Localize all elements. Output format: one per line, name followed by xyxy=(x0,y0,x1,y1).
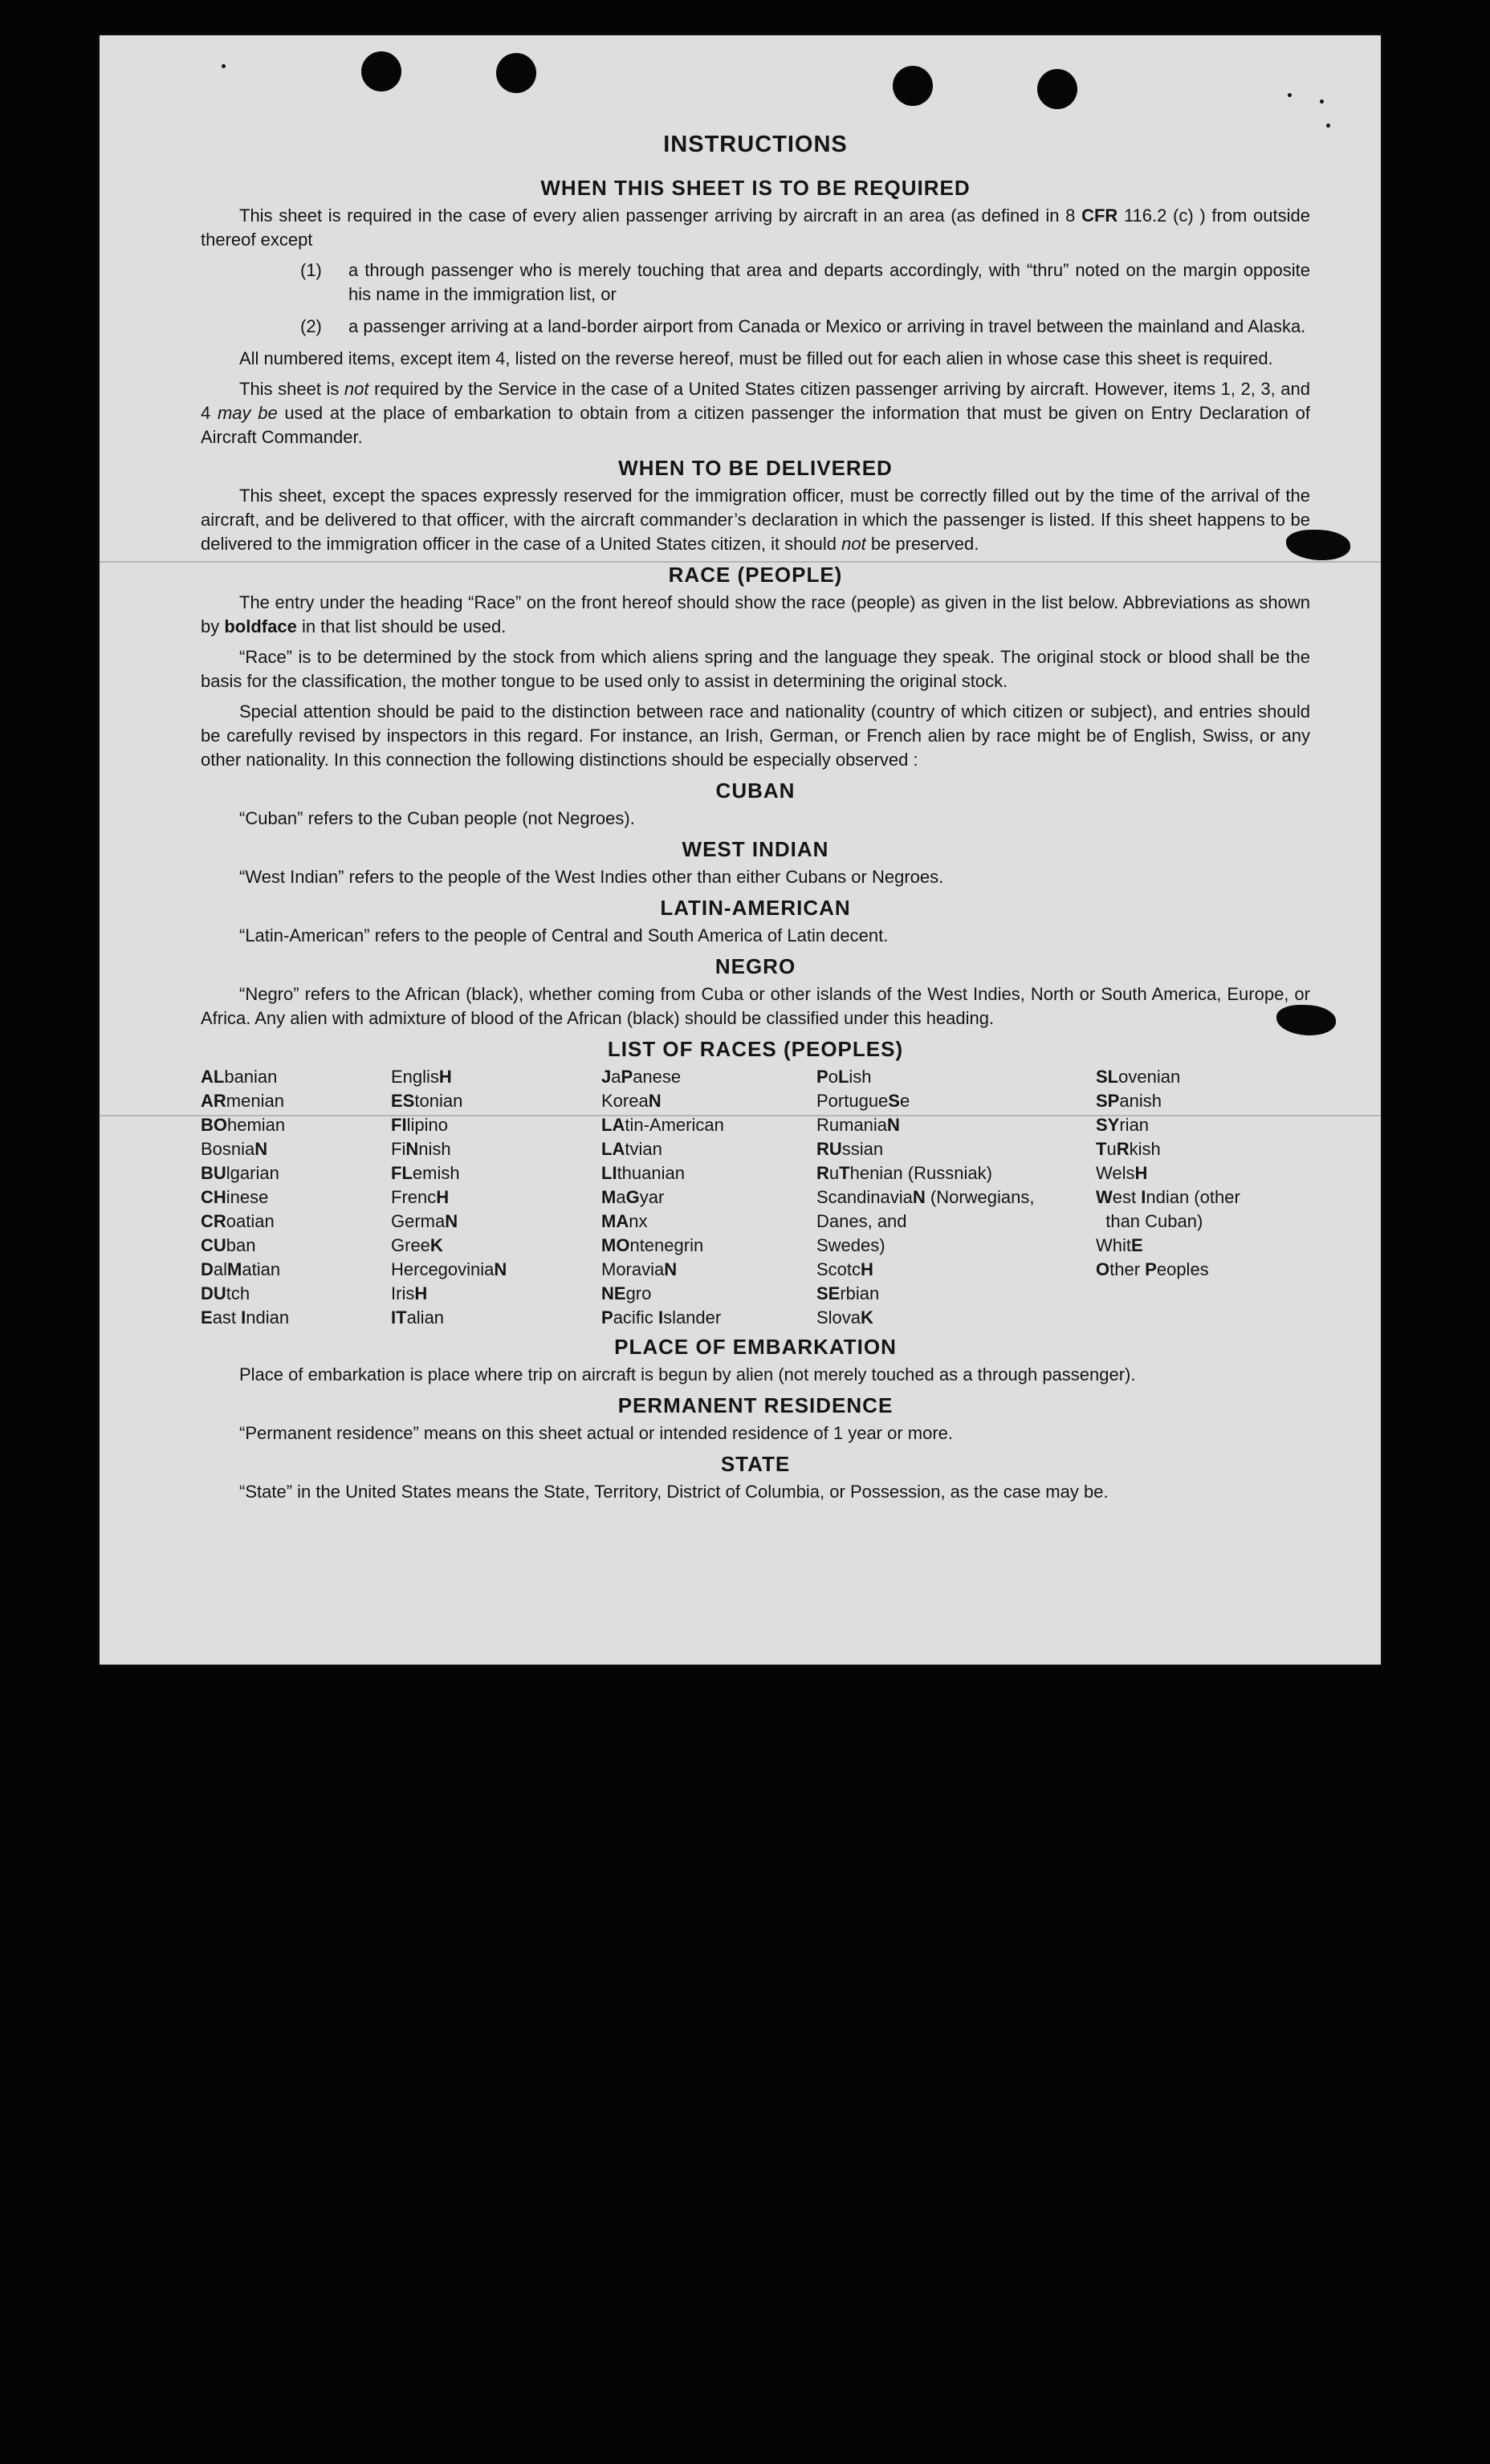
race-entry: West Indian (other xyxy=(1096,1187,1240,1207)
race-entry: FiNnish xyxy=(391,1139,451,1159)
speck xyxy=(222,64,226,68)
heading-permanent-residence: PERMANENT RESIDENCE xyxy=(617,1393,894,1417)
heading-race: RACE (PEOPLE) xyxy=(668,563,843,587)
race-entry: PoLish xyxy=(816,1067,872,1087)
race-entry: GermaN xyxy=(391,1211,458,1231)
exception-item xyxy=(201,258,1310,307)
race-entry: MaGyar xyxy=(601,1187,665,1207)
race-entry: East Indian xyxy=(201,1307,290,1328)
punch-hole xyxy=(496,53,536,93)
race-entry: PortugueSe xyxy=(816,1091,910,1111)
speck xyxy=(1326,124,1330,128)
race-entry: BUlgarian xyxy=(201,1163,279,1183)
paragraph-numbered-items: All numbered items, except item 4, listed on the reverse hereof, must be filled out for each alien in whose case this sheet is required. xyxy=(239,348,1273,368)
race-entry: CUban xyxy=(201,1235,256,1255)
paragraph-latin-american: “Latin-American” refers to the people of Central and South America of Latin decent. xyxy=(239,925,889,945)
speck xyxy=(1320,100,1324,104)
paragraph-state: “State” in the United States means the State, Territory, District of Columbia, or Possession, as the case may be. xyxy=(239,1482,1109,1502)
race-entry: CHinese xyxy=(201,1187,269,1207)
race-entry: CRoatian xyxy=(201,1211,275,1231)
race-column xyxy=(601,1065,816,1330)
heading-place-of-embarkation: PLACE OF EMBARKATION xyxy=(614,1335,897,1359)
race-entry: NEgro xyxy=(601,1283,652,1303)
race-entry: SYrian xyxy=(1096,1115,1150,1135)
race-list xyxy=(201,1065,1310,1330)
heading-latin-american: LATIN-AMERICAN xyxy=(660,896,851,920)
race-column xyxy=(816,1065,1096,1330)
heading-west-indian: WEST INDIAN xyxy=(682,837,829,861)
race-entry: MoraviaN xyxy=(601,1259,678,1279)
race-entry: SPanish xyxy=(1096,1091,1162,1111)
speck xyxy=(1288,93,1292,97)
race-entry: ALbanian xyxy=(201,1067,278,1087)
race-entry: Swedes) xyxy=(816,1235,885,1255)
race-entry: LIthuanian xyxy=(601,1163,685,1183)
punch-hole xyxy=(893,66,933,106)
paragraph-residence: “Permanent residence” means on this sheet actual or intended residence of 1 year or more. xyxy=(239,1423,954,1443)
exception-number: (1) xyxy=(300,260,322,280)
race-entry: DUtch xyxy=(201,1283,250,1303)
race-entry: JaPanese xyxy=(601,1067,682,1087)
race-entry: ARmenian xyxy=(201,1091,284,1111)
exception-item xyxy=(201,315,1310,339)
race-entry: RUssian xyxy=(816,1139,884,1159)
race-entry: WelsH xyxy=(1096,1163,1148,1183)
race-entry: ScandinaviaN (Norwegians, xyxy=(816,1187,1035,1207)
heading-list-of-races: LIST OF RACES (PEOPLES) xyxy=(607,1037,904,1061)
race-entry: BOhemian xyxy=(201,1115,286,1135)
heading-cuban: CUBAN xyxy=(715,779,796,803)
exception-text: a through passenger who is merely touching that area and departs accordingly, with “thru” noted on the margin opposite his name in the immigration list, or xyxy=(348,260,1310,304)
race-entry: RumaniaN xyxy=(816,1115,900,1135)
heading-when-required: WHEN THIS SHEET IS TO BE REQUIRED xyxy=(540,176,971,200)
race-entry: EStonian xyxy=(391,1091,463,1111)
race-entry: WhitE xyxy=(1096,1235,1143,1255)
page-title: INSTRUCTIONS xyxy=(663,132,848,157)
race-entry: SLovenian xyxy=(1096,1067,1181,1087)
heading-when-delivered: WHEN TO BE DELIVERED xyxy=(618,456,893,480)
race-entry: KoreaN xyxy=(601,1091,662,1111)
race-column xyxy=(391,1065,601,1330)
paragraph-cuban: “Cuban” refers to the Cuban people (not Negroes). xyxy=(239,808,635,828)
paragraph-race-entry: The entry under the heading “Race” on the front hereof should show the race (people) as given in the list below. Abbreviations as shown by boldface in that list should be used. xyxy=(201,592,1310,636)
punch-hole xyxy=(361,51,401,91)
document-sheet xyxy=(100,35,1381,1665)
heading-state: STATE xyxy=(720,1452,791,1476)
punch-hole xyxy=(1037,69,1077,109)
paragraph-delivery: This sheet, except the spaces expressly reserved for the immigration officer, must be correctly filled out by the time of the arrival of the aircraft, and be delivered to that officer, with the aircraft commander’s declaration in which the passenger is listed. If this sheet happens to be delivered to the immigration officer in the case of a United States citizen, it should not be preserved. xyxy=(201,486,1310,554)
race-entry: ITalian xyxy=(391,1307,445,1328)
race-entry: than Cuban) xyxy=(1096,1211,1203,1231)
race-entry: FIlipino xyxy=(391,1115,448,1135)
paragraph-west-indian: “West Indian” refers to the people of the West Indies other than either Cubans or Negroes. xyxy=(239,867,944,887)
race-entry: LAtvian xyxy=(601,1139,662,1159)
race-entry: Other Peoples xyxy=(1096,1259,1209,1279)
race-entry: TuRkish xyxy=(1096,1139,1161,1159)
race-entry: EnglisH xyxy=(391,1067,452,1087)
heading-negro: NEGRO xyxy=(714,954,796,978)
paragraph-race-determination: “Race” is to be determined by the stock from which aliens spring and the language they speak. The original stock or blood shall be the basis for the classification, the mother tongue to be used only to assist in determining the original stock. xyxy=(201,647,1310,691)
race-entry: MAnx xyxy=(601,1211,648,1231)
race-entry: LAtin-American xyxy=(601,1115,724,1135)
race-entry: MOntenegrin xyxy=(601,1235,704,1255)
race-column xyxy=(201,1065,391,1330)
race-entry: SErbian xyxy=(816,1283,880,1303)
race-entry: RuThenian (Russniak) xyxy=(816,1163,992,1183)
race-entry: Danes, and xyxy=(816,1211,907,1231)
exception-text: a passenger arriving at a land-border airport from Canada or Mexico or arriving in travel between the mainland and Alaska. xyxy=(348,316,1306,336)
race-entry: Pacific Islander xyxy=(601,1307,722,1328)
paragraph-race-nationality: Special attention should be paid to the distinction between race and nationality (country of which citizen or subject), and entries should be carefully revised by inspectors in this regard. For instance, an Irish, German, or French alien by race might be of English, Swiss, or any other nationality. In this connection the following distinctions should be especially observed : xyxy=(201,701,1310,770)
instructions-content xyxy=(201,132,1310,1511)
paragraph-citizen: This sheet is not required by the Service in the case of a United States citizen passenger arriving by aircraft. However, items 1, 2, 3, and 4 may be used at the place of embarkation to obtain from a citizen passenger the information that must be given on Entry Declaration of Aircraft Commander. xyxy=(201,379,1311,447)
race-entry: DalMatian xyxy=(201,1259,281,1279)
race-column xyxy=(1096,1065,1310,1330)
paragraph-negro: “Negro” refers to the African (black), whether coming from Cuba or other islands of the West Indies, North or South America, Europe, or Africa. Any alien with admixture of blood of the African (black) should be classified under this heading. xyxy=(201,984,1310,1028)
race-entry: SlovaK xyxy=(816,1307,873,1328)
race-entry: GreeK xyxy=(391,1235,443,1255)
race-entry: BosniaN xyxy=(201,1139,268,1159)
race-entry: ScotcH xyxy=(816,1259,873,1279)
paragraph-intro: This sheet is required in the case of every alien passenger arriving by aircraft in an area (as defined in 8 CFR 116.2 (c) ) from outside thereof except xyxy=(201,205,1311,250)
race-entry: FrencH xyxy=(391,1187,450,1207)
race-entry: HercegoviniaN xyxy=(391,1259,507,1279)
race-entry: IrisH xyxy=(391,1283,428,1303)
race-entry: FLemish xyxy=(391,1163,460,1183)
exception-number: (2) xyxy=(300,316,322,336)
paragraph-embarkation: Place of embarkation is place where trip on aircraft is begun by alien (not merely touched as a through passenger). xyxy=(239,1364,1136,1384)
